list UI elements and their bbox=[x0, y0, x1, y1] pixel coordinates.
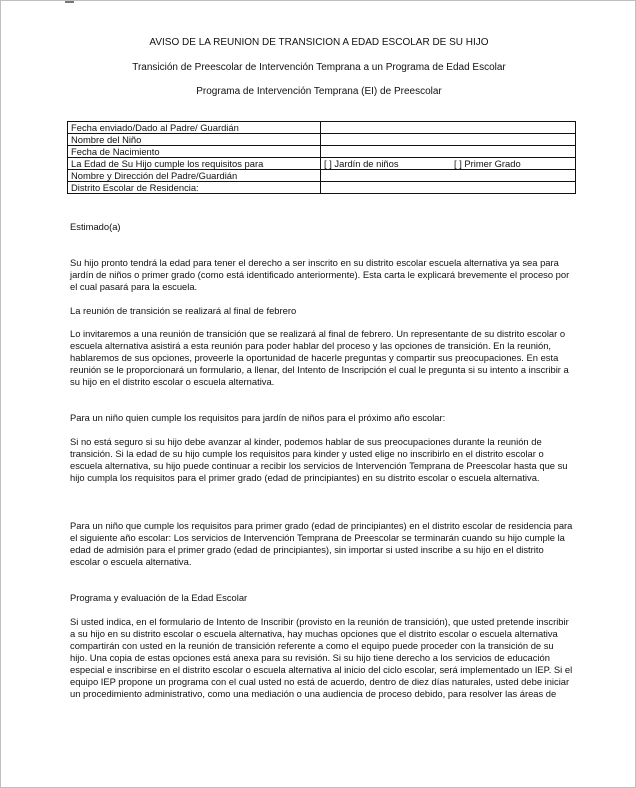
form-field-child-name[interactable] bbox=[321, 134, 576, 146]
paragraph-transition-meeting: Lo invitaremos a una reunión de transición que se realizará al final de febrero. Un representante de su distrito escolar o escuela alternativa asistirá a esta reunión para poder hablar del proceso y las opciones de transición. En la reunión, hablaremos de sus opciones, proveerle la oportunidad de hacerle preguntas y compartir sus preocupaciones. En esta reunión se le proporcionará un formulario, a llenar, del Intento de Inscripción el cual le pregunta si su intento a inscribir a su hijo en el distrito escolar o escuela alternativa. bbox=[70, 328, 569, 387]
page-top-mark bbox=[65, 1, 74, 3]
form-label-birth-date: Fecha de Nacimiento bbox=[68, 146, 321, 158]
paragraph-school-age-program: Si usted indica, en el formulario de Intento de Inscribir (provisto en la reunión de transición), que usted pretende inscribir a su hijo en su distrito escolar o escuela alternativa, hay muchas opciones que el distrito escolar o escuela alternativa compartirán con usted en la reunión de transición referente a como el equipo puede proceder con la transición de su hijo. Una copia de estas opciones está anexa para su revisión. Si su hijo tiene derecho a los servicios de educación especial e inscribirse en el distrito escolar o escuela alternativa al inicio del ciclo escolar, será implementado un IEP. Si el equipo IEP propone un programa con el cual usted no está de acuerdo, dentro de diez días naturales, usted debe iniciar un procedimiento administrativo, como una mediación o una audiencia de proceso debido, para resolver las áreas de bbox=[70, 616, 573, 699]
paragraph-first-grade: Para un niño que cumple los requisitos para primer grado (edad de principiantes) en el distrito escolar de residencia para el siguiente año escolar: Los servicios de Intervención Temprana de Preescolar se terminarán cuando su hijo cumple la edad de admisión para el primer grado (edad de principiantes), sin importar si usted inscribe a su hijo en el distrito escolar o escuela alternativa. bbox=[70, 520, 573, 567]
paragraph-intro: Su hijo pronto tendrá la edad para tener el derecho a ser inscrito en su distrito escolar escuela alternativa ya sea para jardín de niños o primer grado (como está identificado anteriormente). Esta carta le explicará brevemente el proceso por el cual pasará para la escuela. bbox=[70, 257, 570, 292]
heading-transition-meeting: La reunión de transición se realizará al final de febrero bbox=[70, 305, 297, 316]
form-label-eligibility: La Edad de Su Hijo cumple los requisitos para bbox=[68, 158, 321, 170]
form-field-birth-date[interactable] bbox=[321, 146, 576, 158]
greeting: Estimado(a) bbox=[70, 221, 121, 232]
heading-school-age-program: Programa y evaluación de la Edad Escolar bbox=[70, 592, 248, 603]
form-field-eligibility bbox=[321, 158, 576, 170]
document-subtitle-transition: Transición de Preescolar de Intervención Temprana a un Programa de Edad Escolar bbox=[132, 62, 506, 73]
paragraph-kindergarten: Si no está seguro si su hijo debe avanzar al kinder, podemos hablar de sus preocupaciones durante la reunión de transición. Si la edad de su hijo cumple los requisitos para kinder y usted elige no inscribirlo en el distrito escolar o escuela alternativa, su hijo puede continuar a recibir los servicios de Intervención Temprana de Preescolar hasta que su hijo cumpla los requisitos para el primer grado (edad de principiantes) en su distrito escolar o escuela alternativa. bbox=[70, 436, 568, 483]
heading-kindergarten: Para un niño quien cumple los requisitos para jardín de niños para el próximo año escolar: bbox=[70, 412, 446, 423]
form-label-date-sent: Fecha enviado/Dado al Padre/ Guardián bbox=[68, 122, 321, 134]
checkbox-first-grade[interactable]: [ ] Primer Grado bbox=[454, 158, 521, 169]
student-info-form bbox=[67, 121, 576, 194]
form-row bbox=[68, 182, 576, 194]
form-label-parent-name-address: Nombre y Dirección del Padre/Guardián bbox=[68, 170, 321, 182]
form-row bbox=[68, 146, 576, 158]
form-field-parent-name-address[interactable] bbox=[321, 170, 576, 182]
checkbox-kindergarten[interactable]: [ ] Jardín de niños bbox=[324, 158, 399, 169]
form-row bbox=[68, 158, 576, 170]
form-field-school-district[interactable] bbox=[321, 182, 576, 194]
form-field-date-sent[interactable] bbox=[321, 122, 576, 134]
form-label-child-name: Nombre del Niño bbox=[68, 134, 321, 146]
form-label-school-district: Distrito Escolar de Residencia: bbox=[68, 182, 321, 194]
form-row bbox=[68, 122, 576, 134]
document-title: AVISO DE LA REUNION DE TRANSICION A EDAD ESCOLAR DE SU HIJO bbox=[149, 37, 489, 48]
form-row bbox=[68, 170, 576, 182]
form-row bbox=[68, 134, 576, 146]
document-subtitle-program: Programa de Intervención Temprana (EI) de Preescolar bbox=[196, 86, 442, 97]
